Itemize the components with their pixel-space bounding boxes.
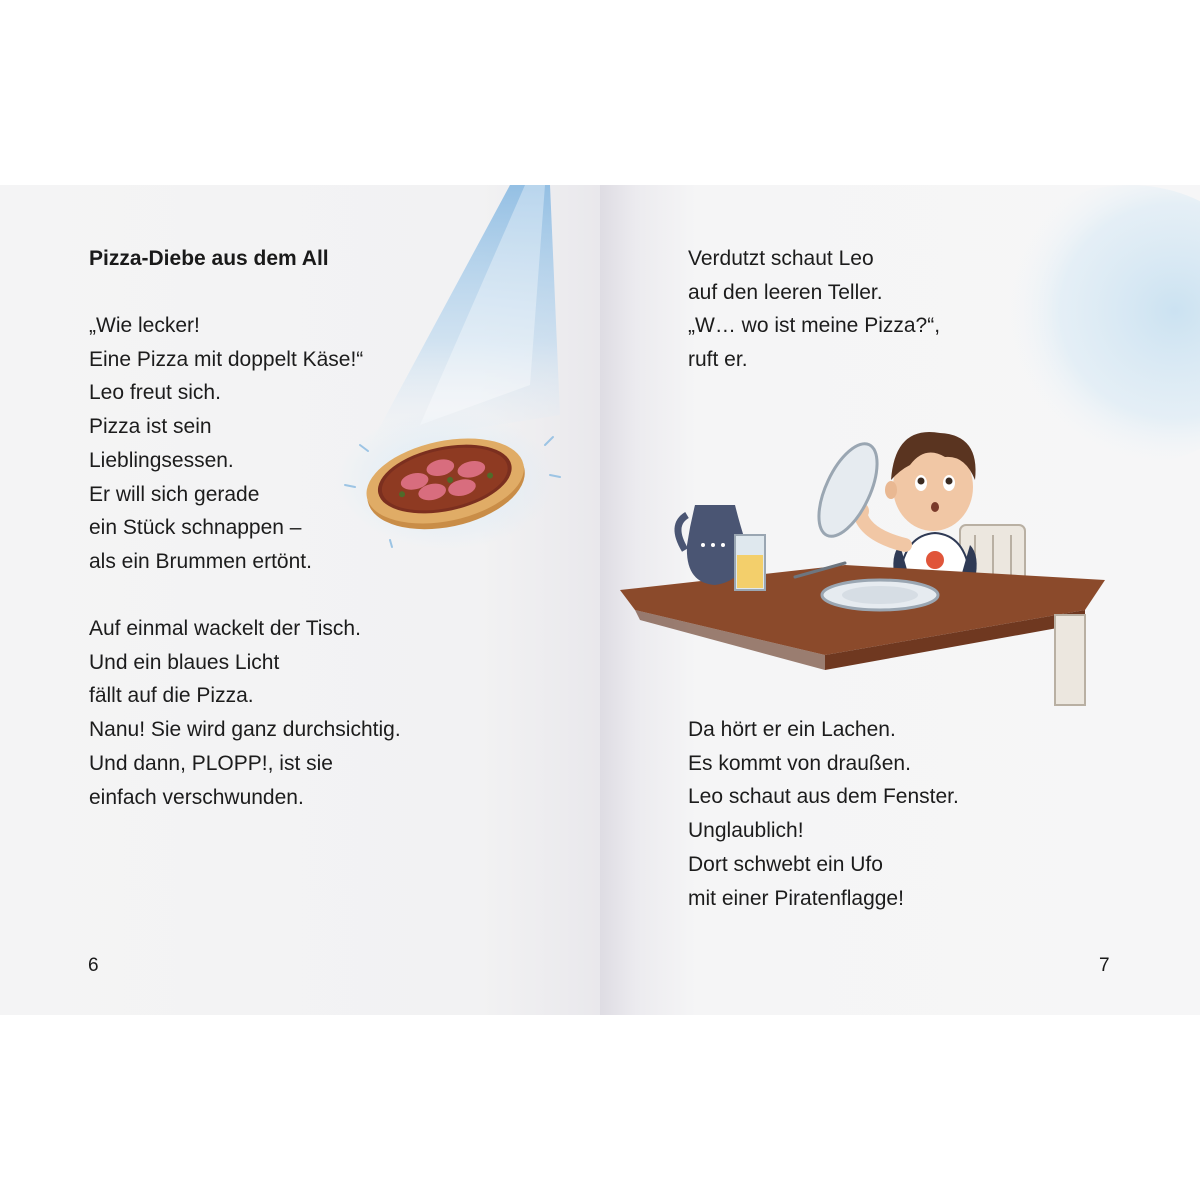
text-line: „Wie lecker! <box>89 314 200 337</box>
text-line: als ein Brummen ertönt. <box>89 549 312 573</box>
page-number-left: 6 <box>88 955 99 976</box>
text-line: ein Stück schnappen – <box>89 516 302 540</box>
text-line: Es kommt von draußen. <box>688 751 911 775</box>
text-line: Lieblingsessen. <box>89 448 234 472</box>
left-page <box>0 185 600 1015</box>
juice-glass <box>735 535 765 590</box>
pizza-beam-illustration <box>330 185 590 565</box>
right-paragraph-1 <box>688 242 940 377</box>
text-line: ruft er. <box>688 348 748 372</box>
text-line: Und dann, PLOPP!, ist sie <box>89 751 333 775</box>
text-line: einfach verschwunden. <box>89 785 304 809</box>
boy-table-illustration <box>615 395 1115 725</box>
text-line: fällt auf die Pizza. <box>89 684 254 708</box>
text-line: Pizza ist sein <box>89 415 212 439</box>
chapter-title: Pizza-Diebe aus dem All <box>89 247 329 270</box>
text-line: Er will sich gerade <box>89 482 260 506</box>
left-paragraph-2 <box>89 612 401 814</box>
text-line: Und ein blaues Licht <box>89 650 280 674</box>
text-line: Leo schaut aus dem Fenster. <box>688 785 959 809</box>
text-line: Verdutzt schaut Leo <box>688 247 874 270</box>
text-line: „W… wo ist meine Pizza?“, <box>688 314 941 338</box>
right-paragraph-2 <box>688 713 959 915</box>
text-line: mit einer Piratenflagge! <box>688 886 904 910</box>
text-line: Auf einmal wackelt der Tisch. <box>89 617 361 640</box>
text-line: Eine Pizza mit doppelt Käse!“ <box>89 347 364 371</box>
text-line: auf den leeren Teller. <box>688 280 883 304</box>
left-paragraph-1 <box>89 309 363 579</box>
text-line: Dort schwebt ein Ufo <box>688 852 883 876</box>
text-line: Da hört er ein Lachen. <box>688 718 896 741</box>
right-page <box>600 185 1200 1015</box>
text-line: Leo freut sich. <box>89 381 221 405</box>
text-line: Nanu! Sie wird ganz durchsichtig. <box>89 718 401 742</box>
page-number-right: 7 <box>1099 955 1110 976</box>
book-spread <box>0 185 1200 1015</box>
text-line: Unglaublich! <box>688 819 804 843</box>
